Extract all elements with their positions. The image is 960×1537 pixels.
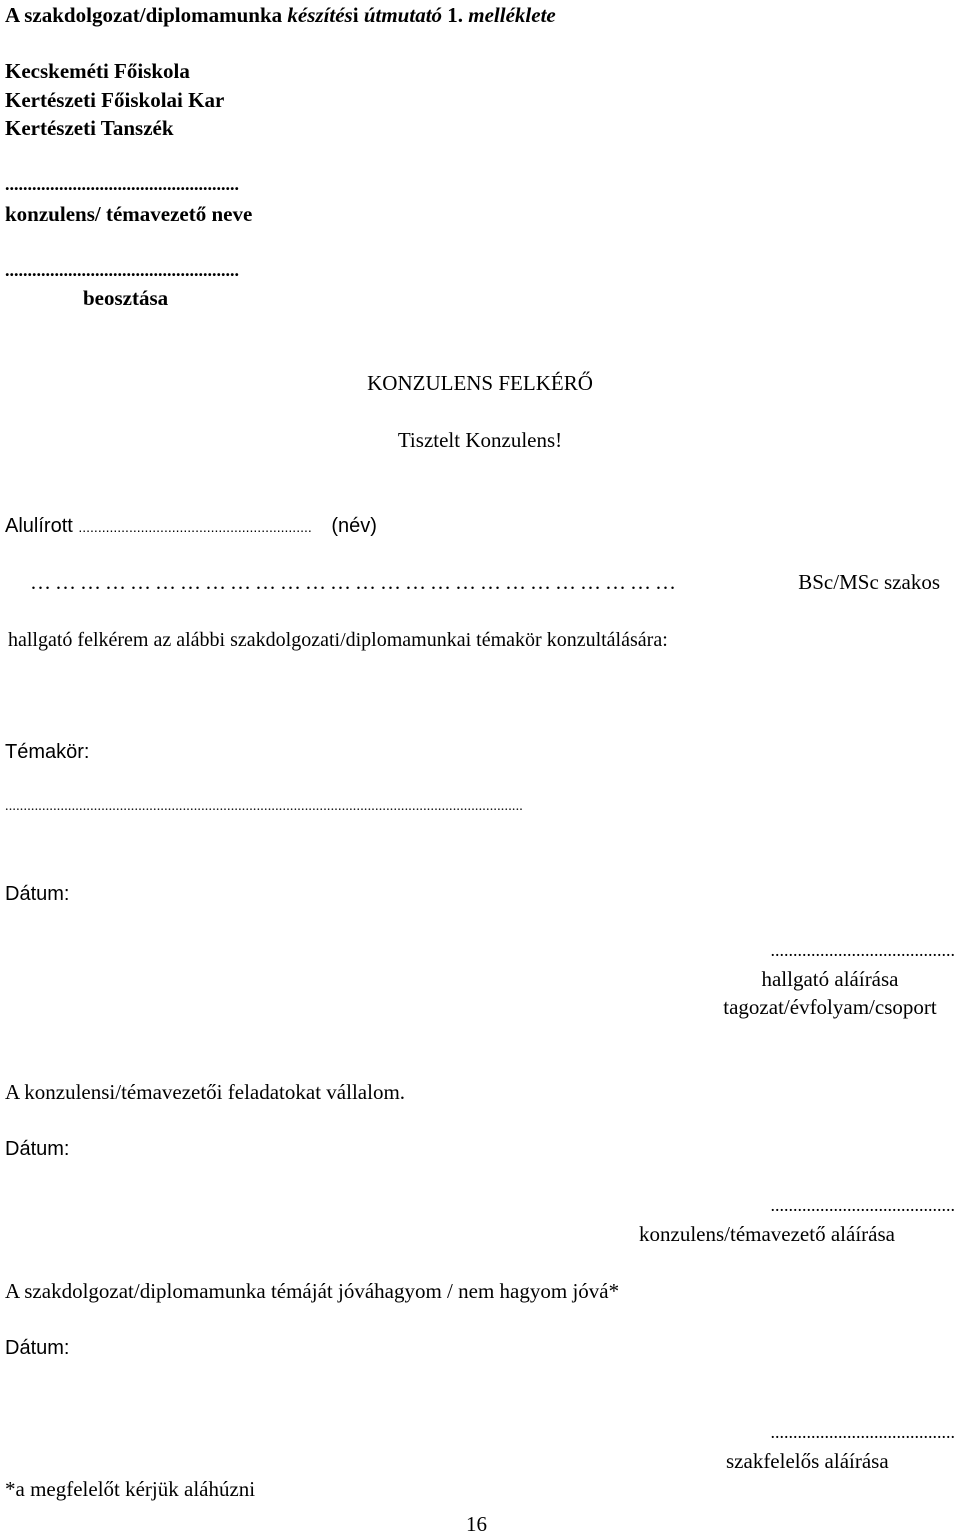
institution-name: Kecskeméti Főiskola <box>5 59 190 83</box>
consultant-name-label: konzulens/ témavezető neve <box>5 202 253 226</box>
document-header <box>5 5 556 26</box>
consultant-name-dots: .................................................... <box>5 174 239 194</box>
consultant-position-label: beosztása <box>83 286 169 310</box>
header-title-italic: melléklete <box>468 3 556 27</box>
department-name: Kertészeti Tanszék <box>5 116 174 140</box>
form-title: KONZULENS FELKÉRŐ <box>367 371 593 395</box>
student-group-label: tagozat/évfolyam/csoport <box>723 995 937 1019</box>
footnote: *a megfelelőt kérjük aláhúzni <box>5 1477 256 1501</box>
undersigned-line <box>5 516 377 536</box>
student-signature-label: hallgató aláírása <box>761 967 899 991</box>
date-label-student: Dátum: <box>5 883 70 905</box>
faculty-name: Kertészeti Főiskolai Kar <box>5 88 225 112</box>
approval-text: A szakdolgozat/diplomamunka témáját jóváhagyom / nem hagyom jóvá* <box>5 1279 620 1303</box>
program-line <box>30 572 680 593</box>
header-title-part: A szakdolgozat/diplomamunka <box>5 3 288 27</box>
head-signature-dots: ......................................... <box>770 1422 955 1442</box>
salutation: Tisztelt Konzulens! <box>397 428 563 452</box>
undersigned-label: Alulírott <box>5 515 73 537</box>
date-label-consultant: Dátum: <box>5 1138 70 1160</box>
header-title-italic: útmutató <box>363 3 443 27</box>
consultant-signature-label: konzulens/témavezető aláírása <box>639 1222 895 1246</box>
date-label-head: Dátum: <box>5 1337 70 1359</box>
topic-label: Témakör: <box>5 741 90 763</box>
header-title-part: i <box>352 3 364 27</box>
acceptance-text: A konzulensi/témavezetői feladatokat vállalom. <box>5 1080 406 1104</box>
program-label: BSc/MSc szakos <box>798 570 940 594</box>
request-text: hallgató felkérem az alábbi szakdolgozati/diplomamunkai témakör konzultálására: <box>8 629 668 651</box>
consultant-signature-dots: ......................................... <box>770 1195 955 1215</box>
page-number: 16 <box>466 1512 487 1536</box>
program-dots: …………………………………………………………………… <box>30 570 680 594</box>
header-title-part: 1. <box>442 3 469 27</box>
name-hint: (név) <box>331 515 377 537</box>
consultant-position-dots: .................................................... <box>5 260 239 280</box>
student-signature-dots: ......................................... <box>770 940 955 960</box>
head-signature-label: szakfelelős aláírása <box>726 1449 889 1473</box>
header-title-italic: készítés <box>287 3 353 27</box>
undersigned-dots: ............................................................ <box>78 519 312 535</box>
topic-dots: ............................................................................................................................................ <box>5 799 523 814</box>
